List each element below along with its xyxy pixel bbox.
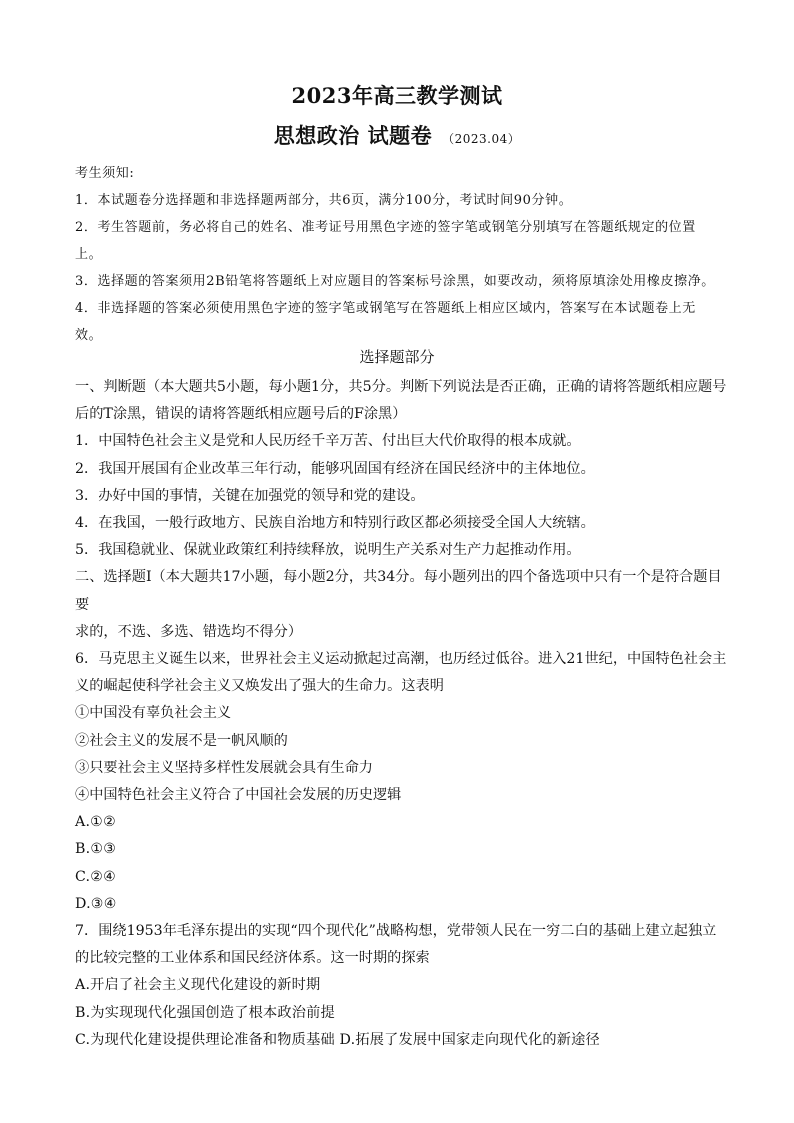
notice-item: 2．考生答题前，务必将自己的姓名、准考证号用黑色字迹的签字笔或钢笔分别填写在答题纸规定的位置 [75, 220, 696, 235]
option-c-d: C.为现代化建设提供理论准备和物质基础 D.拓展了发展中国家走向现代化的新途径 [75, 1031, 600, 1048]
statement: ①中国没有辜负社会主义 [75, 705, 232, 722]
part2-instruction: 二、选择题Ⅰ（本大题共17小题，每小题2分，共34分。每小题列出的四个备选项中只有一个是符合题目要 [75, 569, 722, 613]
option-d: D.③④ [75, 895, 117, 912]
statement: ④中国特色社会主义符合了中国社会发展的历史逻辑 [75, 787, 402, 804]
option-a: A.①② [75, 814, 116, 831]
question-7-stem: 7．围绕1953年毛泽东提出的实现“四个现代化”战略构想，党带领人民在一穷二白的基础上建立起独立 [75, 923, 717, 940]
question-1: 1．中国特色社会主义是党和人民历经千辛万苦、付出巨大代价取得的根本成就。 [75, 433, 581, 450]
section-title: 选择题部分 [359, 348, 435, 366]
question-7-stem: 的比较完整的工业体系和国民经济体系。这一时期的探索 [75, 950, 430, 967]
option-b: B.为实现现代化强国创造了根本政治前提 [75, 1004, 335, 1021]
part1-instruction: 后的T涂黑，错误的请将答题纸相应题号后的F涂黑） [75, 406, 407, 423]
part2-instruction: 求的，不选、多选、错选均不得分） [75, 623, 303, 640]
notice-item: 效。 [75, 328, 103, 343]
option-a: A.开启了社会主义现代化建设的新时期 [75, 977, 321, 994]
questions-body [75, 374, 730, 1054]
exam-title: 2023年高三教学测试 [291, 83, 503, 108]
exam-date: （2023.04） [442, 132, 521, 146]
candidate-notice [75, 160, 735, 349]
part1-instruction: 一、判断题（本大题共5小题，每小题1分，共5分。判断下列说法是否正确，正确的请将答题纸相应题号 [75, 379, 727, 395]
notice-item: 1．本试题卷分选择题和非选择题两部分，共6页，满分100分，考试时间90分钟。 [75, 193, 573, 208]
question-6-stem: 义的崛起使科学社会主义又焕发出了强大的生命力。这表明 [75, 678, 444, 695]
notice-item: 4．非选择题的答案必须使用黑色字迹的签字笔或钢笔写在答题纸上相应区域内，答案写在本试题卷上无 [75, 301, 696, 316]
question-4: 4．在我国，一般行政地方、民族自治地方和特别行政区都必须接受全国人大统辖。 [75, 515, 595, 532]
notice-item: 3．选择题的答案须用2B铅笔将答题纸上对应题目的答案标号涂黑，如要改动，须将原填涂处用橡皮擦净。 [75, 274, 715, 289]
question-2: 2．我国开展国有企业改革三年行动，能够巩固国有经济在国民经济中的主体地位。 [75, 460, 595, 477]
statement: ③只要社会主义坚持多样性发展就会具有生命力 [75, 759, 373, 776]
question-3: 3．办好中国的事情，关键在加强党的领导和党的建设。 [75, 487, 425, 504]
exam-subtitle [0, 120, 794, 150]
option-c: C.②④ [75, 868, 117, 885]
question-5: 5．我国稳就业、保就业政策红利持续释放，说明生产关系对生产力起推动作用。 [75, 542, 581, 559]
subject-title: 思想政治 试题卷 [273, 123, 433, 148]
notice-item: 上。 [75, 247, 103, 262]
notice-heading: 考生须知: [75, 166, 135, 181]
statement: ②社会主义的发展不是一帆风顺的 [75, 732, 288, 749]
option-b: B.①③ [75, 841, 117, 858]
question-6-stem: 6．马克思主义诞生以来，世界社会主义运动掀起过高潮，也历经过低谷。进入21世纪，中国特色社会主 [75, 651, 727, 668]
